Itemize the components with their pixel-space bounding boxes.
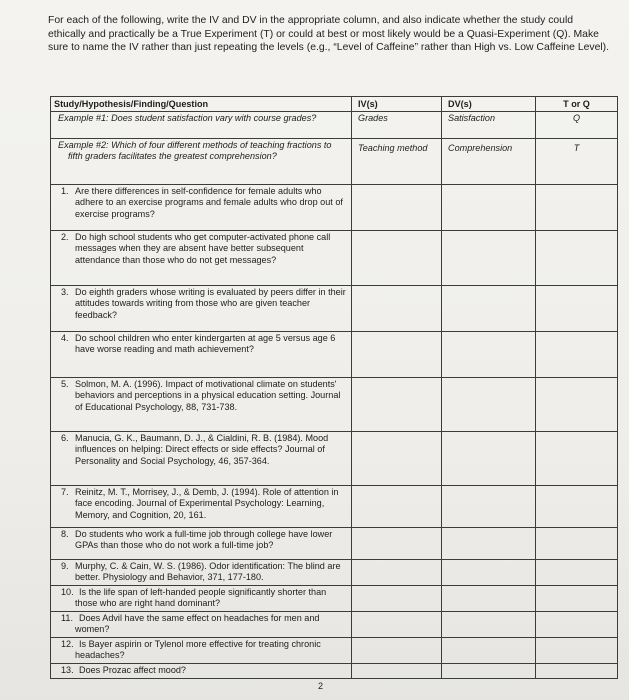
table-row	[51, 286, 618, 332]
answer-tq-cell[interactable]	[536, 560, 618, 586]
question-text: Murphy, C. & Cain, W. S. (1986). Odor identification: The blind are better. Physiology and Behavior, 371, 177-180.	[75, 561, 341, 583]
answer-dv-cell[interactable]	[442, 560, 536, 586]
answer-dv-cell[interactable]	[442, 612, 536, 638]
answer-tq-cell[interactable]	[536, 664, 618, 679]
example-2-tq: T	[536, 139, 618, 185]
answer-dv-cell[interactable]	[442, 664, 536, 679]
answer-iv-cell[interactable]	[352, 185, 442, 231]
question-text: Is Bayer aspirin or Tylenol more effective for treating chronic headaches?	[75, 639, 321, 661]
table-row	[51, 432, 618, 486]
question-text: Do school children who enter kindergarten at age 5 versus age 6 have worse reading and math achievement?	[75, 333, 336, 355]
question-number: 4.	[61, 333, 69, 344]
question-text: Solmon, M. A. (1996). Impact of motivational climate on students' behaviors and perceptions in a physical education setting. Journal of Educational Psychology, 88, 731-738.	[75, 379, 341, 412]
answer-tq-cell[interactable]	[536, 612, 618, 638]
question-number: 10.	[61, 587, 74, 598]
answer-dv-cell[interactable]	[442, 185, 536, 231]
example-2-iv: Teaching method	[352, 139, 442, 185]
header-study: Study/Hypothesis/Finding/Question	[51, 97, 352, 112]
question-number: 1.	[61, 186, 69, 197]
table-row	[51, 486, 618, 528]
question-number: 12.	[61, 639, 74, 650]
answer-dv-cell[interactable]	[442, 378, 536, 432]
table-row	[51, 332, 618, 378]
table-row	[51, 638, 618, 664]
answer-iv-cell[interactable]	[352, 486, 442, 528]
answer-dv-cell[interactable]	[442, 231, 536, 286]
question-number: 13.	[61, 665, 74, 676]
answer-iv-cell[interactable]	[352, 586, 442, 612]
answer-tq-cell[interactable]	[536, 586, 618, 612]
header-t-or-q: T or Q	[536, 97, 618, 112]
table-row	[51, 560, 618, 586]
answer-tq-cell[interactable]	[536, 432, 618, 486]
question-text: Does Prozac affect mood?	[79, 665, 186, 676]
page-number: 2	[318, 681, 324, 691]
answer-iv-cell[interactable]	[352, 432, 442, 486]
answer-iv-cell[interactable]	[352, 231, 442, 286]
question-number: 11.	[61, 613, 73, 624]
answer-iv-cell[interactable]	[352, 378, 442, 432]
example-1-iv: Grades	[352, 112, 442, 139]
example-2-text: Which of four different methods of teaching fractions to fifth graders facilitates the greatest comprehension?	[68, 140, 332, 162]
answer-iv-cell[interactable]	[352, 664, 442, 679]
header-iv: IV(s)	[352, 97, 442, 112]
table-header-row	[51, 97, 618, 112]
table-row	[51, 185, 618, 231]
question-number: 8.	[61, 529, 69, 540]
answer-iv-cell[interactable]	[352, 638, 442, 664]
table-row	[51, 664, 618, 679]
table-row	[51, 231, 618, 286]
example-1-tq: Q	[536, 112, 618, 139]
answer-tq-cell[interactable]	[536, 378, 618, 432]
question-number: 6.	[61, 433, 69, 444]
answer-iv-cell[interactable]	[352, 612, 442, 638]
question-text: Do high school students who get computer-activated phone call messages when they are absent have better subsequent attendance than those who do not get messages?	[75, 232, 331, 265]
answer-dv-cell[interactable]	[442, 286, 536, 332]
example-1-dv: Satisfaction	[442, 112, 536, 139]
answer-dv-cell[interactable]	[442, 332, 536, 378]
question-number: 2.	[61, 232, 69, 243]
example-1-text: Does student satisfaction vary with course grades?	[111, 113, 317, 124]
example-2-label: Example #2:	[58, 140, 109, 151]
question-number: 9.	[61, 561, 69, 572]
worksheet-table	[50, 96, 618, 679]
answer-iv-cell[interactable]	[352, 528, 442, 560]
question-text: Does Advil have the same effect on headaches for men and women?	[75, 613, 320, 635]
answer-dv-cell[interactable]	[442, 586, 536, 612]
question-number: 3.	[61, 287, 69, 298]
question-text: Are there differences in self-confidence for female adults who adhere to an exercise programs and female adults who drop out of exercise programs?	[75, 186, 343, 219]
answer-dv-cell[interactable]	[442, 638, 536, 664]
table-row	[51, 612, 618, 638]
question-number: 5.	[61, 379, 69, 390]
question-text: Do students who work a full-time job through college have lower GPAs than those who do not work a full-time job?	[75, 529, 333, 551]
answer-iv-cell[interactable]	[352, 286, 442, 332]
question-number: 7.	[61, 487, 69, 498]
table-row-example-1	[51, 112, 618, 139]
question-text: Manucia, G. K., Baumann, D. J., & Cialdini, R. B. (1984). Mood influences on helping: Direct effects or side effects? Journal of Personality and Social Psychology, 46, 357-364.	[75, 433, 329, 466]
example-1-label: Example #1:	[58, 113, 109, 124]
question-text: Do eighth graders whose writing is evaluated by peers differ in their attitudes towards writing from those who are given teacher feedback?	[75, 287, 346, 320]
answer-iv-cell[interactable]	[352, 560, 442, 586]
answer-dv-cell[interactable]	[442, 528, 536, 560]
answer-tq-cell[interactable]	[536, 185, 618, 231]
instructions-paragraph: For each of the following, write the IV and DV in the appropriate column, and also indicate whether the study could ethically and practically be a True Experiment (T) or could at best or most likely would be a Quasi-Experiment (Q). Make sure to name the IV rather than just repeating the levels (e.g., “Level of Caffeine” rather than High vs. Low Caffeine Level).	[48, 15, 610, 54]
answer-dv-cell[interactable]	[442, 486, 536, 528]
question-text: Reinitz, M. T., Morrisey, J., & Demb, J. (1994). Role of attention in face encoding. Journal of Experimental Psychology: Learning, Memory, and Cognition, 20, 161.	[75, 487, 339, 520]
answer-tq-cell[interactable]	[536, 231, 618, 286]
answer-tq-cell[interactable]	[536, 528, 618, 560]
table-row-example-2	[51, 139, 618, 185]
answer-tq-cell[interactable]	[536, 286, 618, 332]
answer-iv-cell[interactable]	[352, 332, 442, 378]
table-row	[51, 378, 618, 432]
answer-tq-cell[interactable]	[536, 486, 618, 528]
answer-tq-cell[interactable]	[536, 332, 618, 378]
answer-tq-cell[interactable]	[536, 638, 618, 664]
example-2-dv: Comprehension	[442, 139, 536, 185]
table-row	[51, 586, 618, 612]
table-row	[51, 528, 618, 560]
header-dv: DV(s)	[442, 97, 536, 112]
answer-dv-cell[interactable]	[442, 432, 536, 486]
question-text: Is the life span of left-handed people significantly shorter than those who are right hand dominant?	[75, 587, 327, 609]
